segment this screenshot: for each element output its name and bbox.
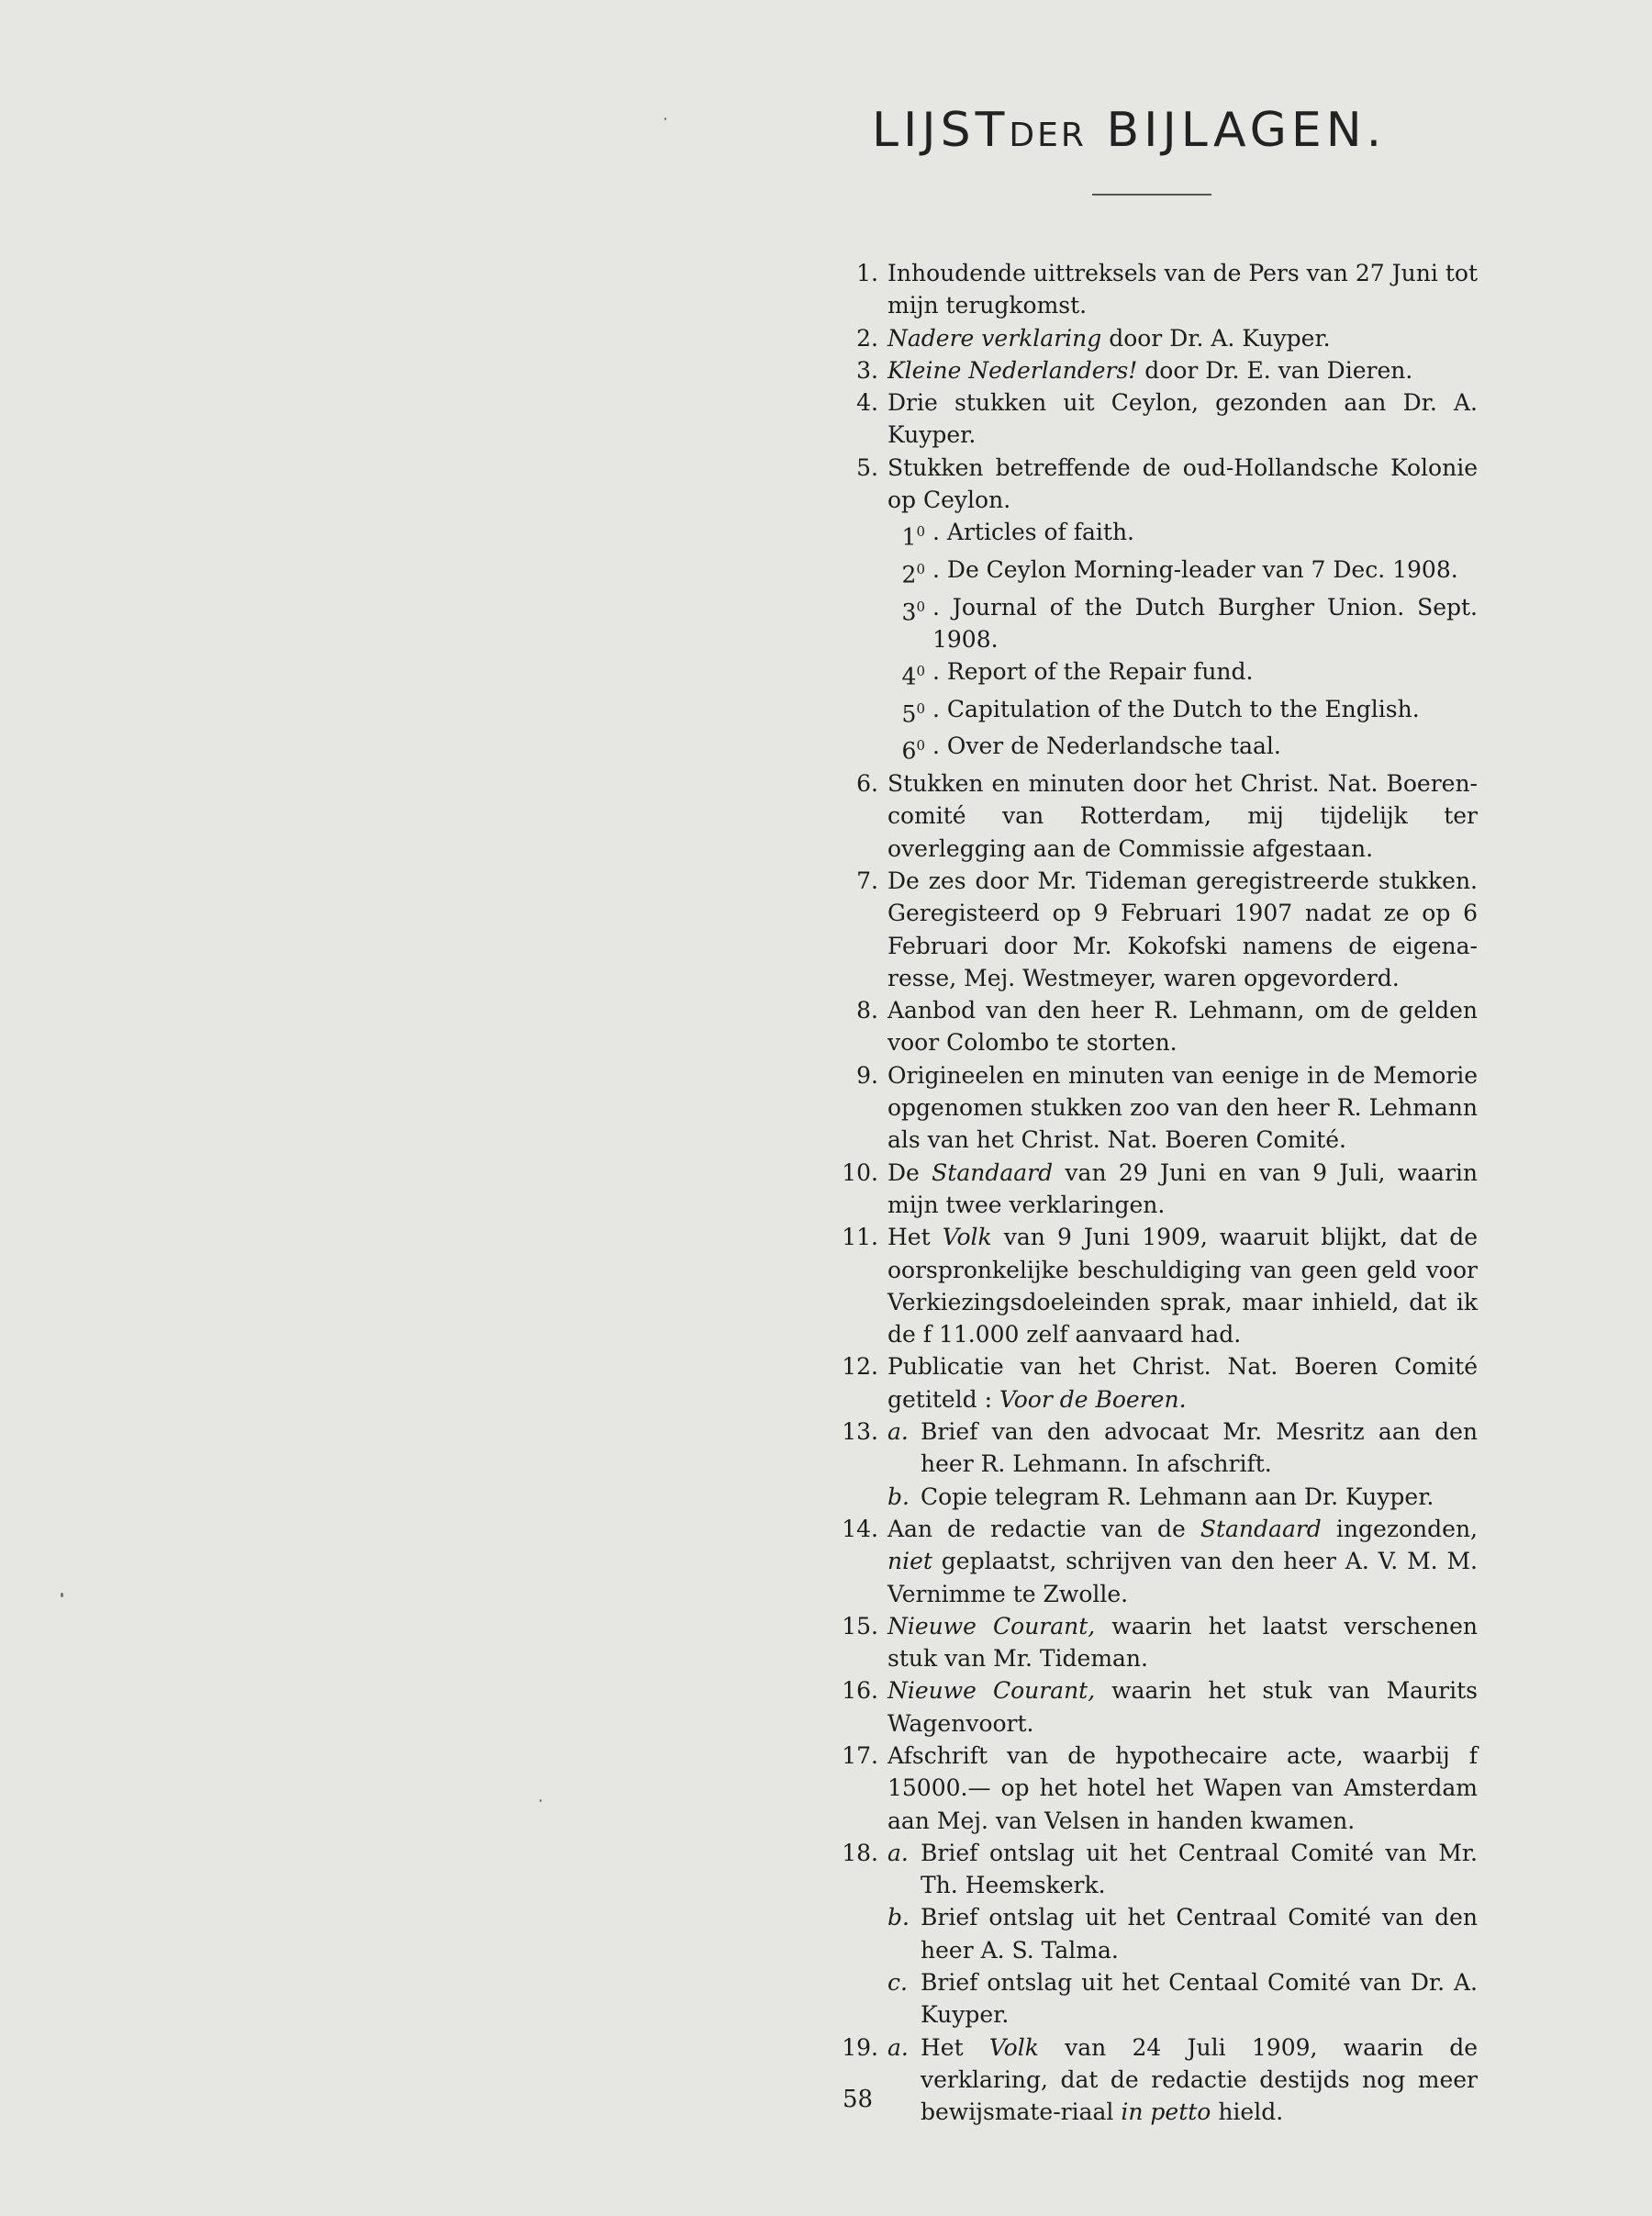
item-text: Stukken en minuten door het Christ. Nat. Boeren-comité van Rotterdam, mij tijdelijk ter overlegging aan de Commissie afgestaan. [887, 770, 1478, 862]
sub-item: b. Copie telegram R. Lehmann aan Dr. Kuyper. [887, 1483, 1434, 1510]
sub-item: a. Brief van den advocaat Mr. Mesritz aan den heer R. Lehmann. In afschrift. [887, 1418, 1478, 1478]
page-title [872, 103, 1386, 158]
list-item [831, 1740, 1478, 1837]
sub-item [831, 554, 1478, 591]
list-item [831, 322, 1478, 354]
item-text: Aanbod van den heer R. Lehmann, om de gelden voor Colombo te storten. [887, 997, 1478, 1057]
list-item [831, 354, 1478, 386]
sub-item [831, 730, 1478, 767]
item-text: Stukken betreffende de oud-Hollandsche Kolonie op Ceylon. [887, 453, 1478, 514]
item-number: 8. [856, 997, 878, 1024]
sub-item [831, 693, 1478, 731]
sub-item: b. Brief ontslag uit het Centraal Comité van den heer A. S. Talma. [887, 1904, 1478, 1964]
item-text: Drie stukken uit Ceylon, gezonden aan Dr. A. Kuyper. [887, 389, 1478, 449]
title-divider [1092, 194, 1211, 196]
sub-item: c. Brief ontslag uit het Centaal Comité van Dr. A. Kuyper. [887, 1969, 1478, 2029]
paper-speck [664, 118, 666, 120]
appendix-list [831, 257, 1478, 2129]
sub-item-label: $3^0$ [901, 598, 925, 625]
sub-item-text: . Journal of the Dutch Burgher Union. Sept. 1908. [932, 593, 1478, 653]
item-number: 13. [842, 1418, 878, 1446]
list-item [831, 386, 1478, 452]
sub-item: a. Brief ontslag uit het Centraal Comité van Mr. Th. Heemskerk. [887, 1839, 1478, 1899]
item-number: 6. [856, 770, 878, 798]
item-number: 7. [856, 867, 878, 894]
list-item [831, 1221, 1478, 1350]
sub-item-label: $4^0$ [901, 663, 925, 690]
item-text: De zes door Mr. Tideman geregistreerde stukken. Geregisteerd op 9 Februari 1907 nadat ze op 6 Februari door Mr. Kokofski namens de eigena-resse, Mej. Westmeyer, waren opgevorderd. [887, 867, 1478, 991]
item-text: Nadere verklaring door Dr. A. Kuyper. [887, 324, 1331, 352]
list-item [831, 1610, 1478, 1675]
list-item [831, 865, 1478, 994]
item-number: 2. [856, 324, 878, 352]
list-item [831, 1674, 1478, 1740]
item-number: 10. [842, 1158, 878, 1186]
item-number: 11. [842, 1224, 878, 1251]
paper-speck [540, 1799, 541, 1802]
item-text: Nieuwe Courant, waarin het stuk van Maurits Wagenvoort. [887, 1677, 1478, 1737]
list-item [831, 2031, 1478, 2129]
list-item [831, 1350, 1478, 1416]
paper-speck [61, 1593, 63, 1597]
item-number: 15. [842, 1612, 878, 1640]
item-number: 16. [842, 1677, 878, 1705]
sub-item-label: $5^0$ [901, 699, 925, 728]
sub-item [831, 591, 1478, 656]
sub-item-text: . Over de Nederlandsche taal. [932, 733, 1281, 760]
item-text [887, 1837, 1478, 2031]
item-number: 19. [842, 2033, 878, 2061]
list-item [831, 452, 1478, 517]
item-number: 1. [856, 260, 878, 286]
item-number: 4. [856, 389, 878, 417]
list-item [831, 257, 1478, 322]
item-text: Afschrift van de hypothecaire acte, waarbij f 15000.— op het hotel het Wapen van Amsterdam aan Mej. van Velsen in handen kwamen. [887, 1742, 1478, 1834]
title-part-bijlagen: BIJLAGEN. [1106, 103, 1387, 158]
item-number: 18. [842, 1839, 878, 1866]
title-part-lijst: LIJST [872, 103, 1010, 158]
item-text: De Standaard van 29 Juni en van 9 Juli, waarin mijn twee verklaringen. [887, 1158, 1478, 1218]
item-number: 3. [856, 356, 878, 384]
page-number: 58 [843, 2086, 874, 2113]
sub-item-label: $6^0$ [901, 737, 925, 765]
item-text: Aan de redactie van de Standaard ingezonden, niet geplaatst, schrijven van den heer A. V. M. M. Vernimme te Zwolle. [887, 1515, 1478, 1607]
sub-item [831, 655, 1478, 693]
title-part-der: DER [1009, 117, 1087, 154]
sub-item-text: . Report of the Repair fund. [932, 658, 1254, 686]
item-number: 17. [842, 1742, 878, 1769]
sub-item [831, 516, 1478, 554]
item-text: Origineelen en minuten van eenige in de Memorie opgenomen stukken zoo van den heer R. Lehmann als van het Christ. Nat. Boeren Comité. [887, 1061, 1478, 1154]
list-item [831, 1513, 1478, 1610]
list-item [831, 1416, 1478, 1513]
item-number: 9. [856, 1061, 878, 1089]
sub-item-text: . Capitulation of the Dutch to the English. [932, 695, 1420, 722]
list-item [831, 1157, 1478, 1222]
list-item [831, 1837, 1478, 2031]
item-text: Het Volk van 9 Juni 1909, waaruit blijkt, dat de oorspronkelijke beschuldiging van geen geld voor Verkiezingsdoeleinden sprak, maar inhield, dat ik de f 11.000 zelf aanvaard had. [887, 1224, 1479, 1349]
item-text: Publicatie van het Christ. Nat. Boeren Comité getiteld : Voor de Boeren. [887, 1353, 1478, 1413]
sub-item-text: . Articles of faith. [932, 519, 1135, 546]
list-item [831, 767, 1478, 865]
item-text: Inhoudende uittreksels van de Pers van 27 Juni tot mijn terugkomst. [887, 260, 1478, 319]
item-number: 14. [842, 1515, 878, 1542]
list-item [831, 994, 1478, 1059]
item-text: Nieuwe Courant, waarin het laatst verschenen stuk van Mr. Tideman. [887, 1612, 1478, 1673]
item-number: 5. [856, 453, 878, 481]
sub-item: a. Het Volk van 24 Juli 1909, waarin de verklaring, dat de redactie destijds nog meer bewijsmate-riaal in petto hield. [887, 2033, 1478, 2126]
sub-item-label: $2^0$ [901, 561, 925, 588]
item-text [887, 1416, 1478, 1513]
list-item [831, 1059, 1478, 1157]
sub-item-text: . De Ceylon Morning-leader van 7 Dec. 1908. [932, 556, 1458, 583]
item-text [887, 2031, 1478, 2129]
item-number: 12. [842, 1353, 878, 1381]
item-text: Kleine Nederlanders! door Dr. E. van Dieren. [887, 356, 1413, 384]
sub-item-label: $1^0$ [901, 523, 925, 551]
